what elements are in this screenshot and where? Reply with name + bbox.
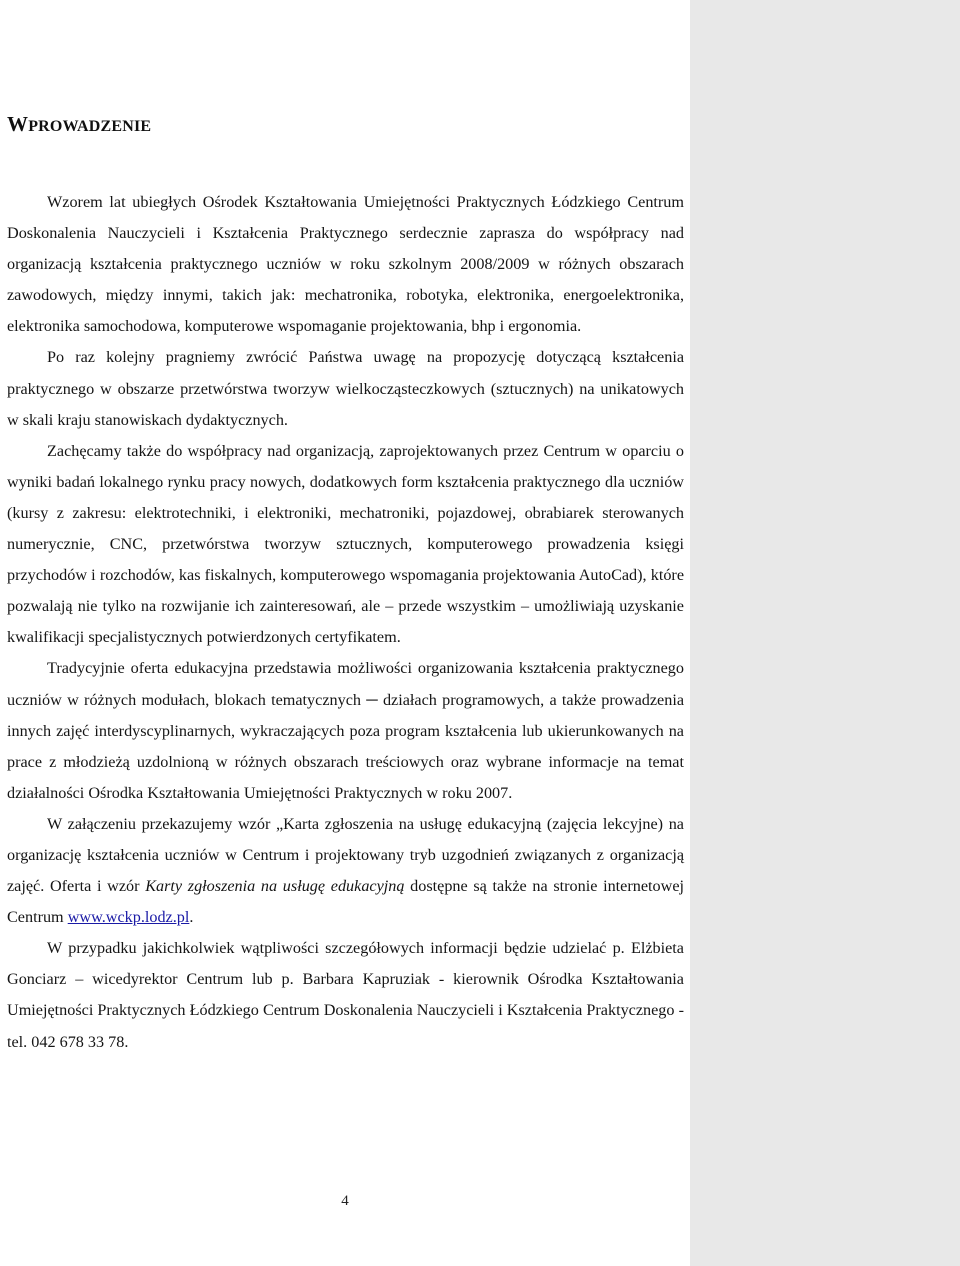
page-number: 4	[341, 1193, 349, 1209]
paragraph-contact: W przypadku jakichkolwiek wątpliwości szczegółowych informacji będzie udzielać p. Elżbieta Gonciarz – wicedyrektor Centrum lub p. Barbara Kapruziak - kierownik Ośrodka Kształtowania Umiejętności Praktycznych Łódzkiego Centrum Doskonalenia Nauczycieli i Kształcenia Praktycznego - tel. 042 678 33 78.	[7, 939, 684, 1051]
attachment-italic-title: Karty zgłoszenia na usługę edukacyjną	[145, 877, 405, 896]
attachment-text-end: .	[189, 908, 194, 927]
body-text	[7, 187, 684, 1058]
paragraph-intro: Wzorem lat ubiegłych Ośrodek Kształtowania Umiejętności Praktycznych Łódzkiego Centrum Doskonalenia Nauczycieli i Kształcenia Praktycznego serdecznie zaprasza do współpracy nad organizacją kształcenia praktycznego uczniów w roku szkolnym 2008/2009 w różnych obszarach zawodowych, między innymi, takich jak: mechatronika, robotyka, elektronika, energoelektronika, elektronika samochodowa, komputerowe wspomaganie projektowania, bhp i ergonomia.	[7, 193, 684, 336]
heading-rest: PROWADZENIE	[28, 118, 152, 135]
attachment-text-1: W załączeniu przekazujemy wzór „Karta zgłoszenia na usługę edukacyjną (zajęcia lekcyjne) na organizację kształcenia uczniów w Centrum i projektowany tryb uzgodnień związanych z organizacją zajęć. Oferta i wzór	[7, 814, 684, 896]
paragraph-plastics: Po raz kolejny pragniemy zwrócić Państwa uwagę na propozycję dotyczącą kształcenia praktycznego w obszarze przetwórstwa tworzyw wielkocząsteczkowych (sztucznych) na unikatowych w skali kraju stanowiskach dydaktycznych.	[7, 348, 684, 429]
comment-margin-panel	[690, 0, 960, 1266]
heading-first-letter: W	[7, 112, 29, 136]
website-link[interactable]: www.wckp.lodz.pl	[67, 908, 190, 927]
paragraph-cooperation: Zachęcamy także do współpracy nad organizacją, zaprojektowanych przez Centrum w oparciu o wyniki badań lokalnego rynku pracy nowych, dodatkowych form kształcenia praktycznego dla uczniów (kursy z zakresu: elektrotechniki, i elektroniki, mechatroniki, pojazdowej, obrabiarek sterowanych numerycznie, CNC, przetwórstwa tworzyw sztucznych, komputerowego prowadzenia księgi przychodów i rozchodów, kas fiskalnych, komputerowego wspomagania projektowania AutoCad), które pozwalają nie tylko na rozwijanie ich zainteresowań, ale – przede wszystkim – umożliwiają uzyskanie kwalifikacji specjalistycznych potwierdzonych certyfikatem.	[7, 441, 684, 647]
section-heading	[7, 112, 151, 137]
paragraph-offer: Tradycyjnie oferta edukacyjna przedstawia możliwości organizowania kształcenia praktycznego uczniów w różnych modułach, blokach tematycznych ─ działach programowych, a także prowadzenia innych zajęć interdyscyplinarnych, wykraczających poza program kształcenia lub ukierunkowanych na prace z młodzieżą uzdolnioną w różnych obszarach treściowych oraz wybrane informacje na temat działalności Ośrodka Kształtowania Umiejętności Praktycznych w roku 2007.	[7, 659, 684, 802]
paragraph-attachment	[7, 809, 684, 933]
attachment-text-2: dostępne są także na stronie internetowej Centrum	[7, 877, 685, 927]
